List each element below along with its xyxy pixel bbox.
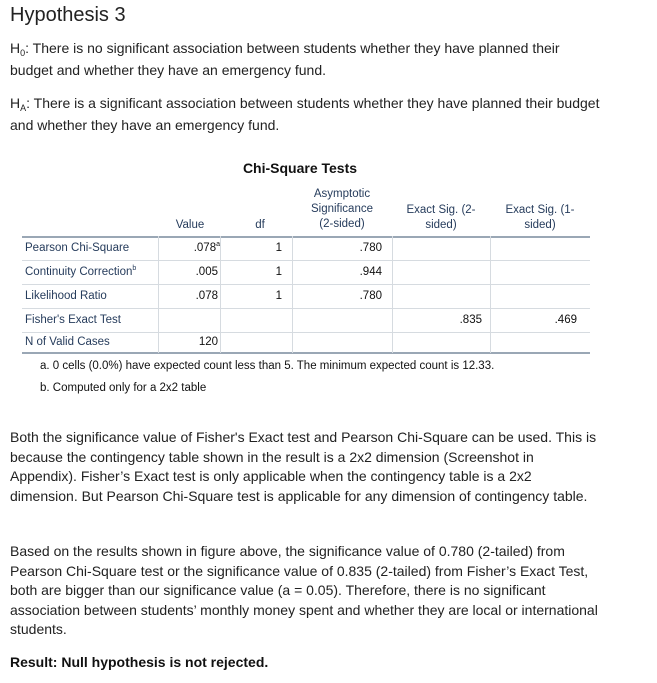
column-divider [490, 236, 491, 353]
header-asymp-line1: Asymptotic [313, 188, 371, 200]
header-asymp-line3: (2-sided) [319, 218, 365, 230]
cell-df: 1 [275, 266, 282, 278]
cell-asymp: .780 [359, 242, 382, 254]
alternative-hypothesis [10, 94, 600, 135]
header-exact-sig-1 [490, 203, 590, 233]
header-divider [22, 236, 590, 238]
header-exact2-line1: Exact Sig. (2- [406, 204, 476, 216]
footnote-a: a. 0 cells (0.0%) have expected count less than 5. The minimum expected count is 12.33. [40, 360, 495, 372]
row-divider [22, 284, 590, 285]
header-asymp-line2: Significance [310, 203, 373, 215]
header-exact-sig-2 [392, 203, 490, 233]
null-hypothesis [10, 39, 595, 80]
ha-subscript: A [20, 103, 27, 113]
column-divider [292, 236, 293, 353]
row-label-continuity: Continuity Correction$^b$ [25, 265, 137, 278]
cell-asymp: .944 [359, 266, 382, 278]
cell-df: 1 [275, 290, 282, 302]
column-divider [392, 236, 393, 353]
ha-text: : There is a significant association between students whether they have planned their budget and whether they have an emergency fund. [10, 95, 600, 133]
ha-label: H [10, 95, 21, 111]
header-df: df [255, 219, 265, 231]
result-statement: Result: Null hypothesis is not rejected. [10, 654, 269, 670]
row-label-n-valid: N of Valid Cases [25, 336, 110, 348]
cell-value: 120 [198, 336, 218, 348]
cell-exact2: .835 [459, 314, 482, 326]
h0-label: H [10, 40, 21, 56]
cell-df: 1 [275, 242, 282, 254]
cell-value: .078 [195, 290, 218, 302]
column-divider [220, 236, 221, 353]
h0-text: : There is no significant association between students whether they have planned their budget and whether they have an emergency fund. [10, 40, 560, 78]
cell-asymp: .780 [359, 290, 382, 302]
row-divider [22, 332, 590, 333]
header-asymptotic-sig [292, 187, 392, 232]
cell-exact1: .469 [554, 314, 577, 326]
row-label-likelihood: Likelihood Ratio [25, 290, 107, 302]
paragraph-2: Based on the results shown in figure above, the significance value of 0.780 (2-tailed) from Pearson Chi-Square test or the significance value of 0.835 (2-tailed) from Fisher’s Exact Test, both are bigger than our significance value (a = 0.05). Therefore, there is no significant association between students’ monthly money spent and whether they are local or international students. [10, 543, 598, 637]
paragraph-1: Both the significance value of Fisher's Exact test and Pearson Chi-Square can be used. This is because the contingency table shown in the result is a 2x2 dimension (Screenshot in Appendix). Fisher’s Exact test is only applicable when the contingency table is a 2x2 dimension. But Pearson Chi-Square test is applicable for any dimension of contingency table. [10, 429, 597, 504]
footnote-b: b. Computed only for a 2x2 table [40, 382, 207, 394]
row-divider [22, 308, 590, 309]
header-exact1-line1: Exact Sig. (1- [505, 204, 575, 216]
header-exact2-line2: sided) [425, 219, 457, 231]
row-label-fisher: Fisher's Exact Test [25, 314, 121, 326]
table-title: Chi-Square Tests [242, 160, 358, 176]
header-exact1-line2: sided) [524, 219, 556, 231]
table-bottom-line [22, 352, 590, 354]
row-label-pearson: Pearson Chi-Square [25, 242, 130, 254]
column-divider [158, 236, 159, 353]
row-divider [22, 260, 590, 261]
chi-square-table [22, 184, 590, 354]
h0-subscript: 0 [20, 48, 26, 58]
cell-value: .005 [195, 266, 218, 278]
header-value: Value [175, 219, 205, 231]
cell-value: .078$^a$ [193, 241, 220, 254]
page-title: Hypothesis 3 [10, 4, 126, 26]
